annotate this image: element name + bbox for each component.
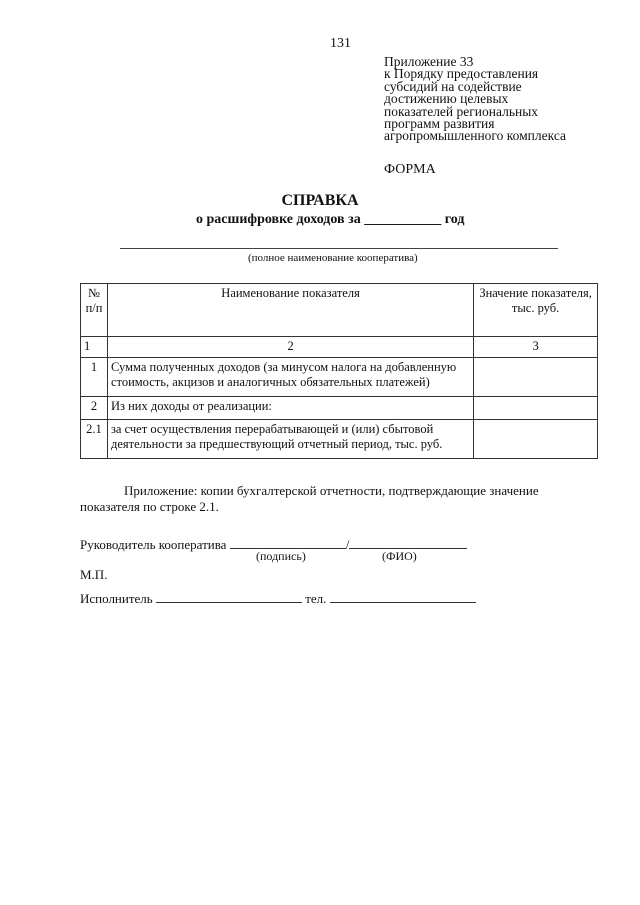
row-value [474,397,598,420]
header-value: Значение показателя, тыс. руб. [474,284,598,337]
appendix-line: достижению целевых [384,91,509,107]
appendix-block [384,56,566,143]
cooperative-name-caption: (полное наименование кооператива) [248,252,418,264]
table-row [81,358,598,397]
signature-caption: (подпись) [256,549,306,563]
signature-field [230,537,346,549]
row-name: Сумма полученных доходов (за минусом налога на добавленную стоимость, акцизов и аналогичных обязательных платежей) [107,358,473,397]
appendix-line: программ развития [384,116,495,132]
index-cell: 3 [474,337,598,358]
row-value [474,420,598,459]
row-name: Из них доходы от реализации: [107,397,473,420]
table-row [81,397,598,420]
header-name: Наименование показателя [107,284,473,337]
header-num: № п/п [81,284,108,337]
executor-line [80,591,476,607]
row-num: 2 [81,397,108,420]
table-row [81,420,598,459]
table-index-row [81,337,598,358]
executor-field [156,591,302,603]
executor-label: Исполнитель [80,591,153,606]
index-cell: 2 [107,337,473,358]
attachment-note: Приложение: копии бухгалтерской отчетности, подтверждающие значение показателя по строке 2.1. [80,483,539,514]
row-value [474,358,598,397]
appendix-line: показателей региональных [384,103,539,119]
stamp-place: М.П. [80,567,108,582]
row-num: 2.1 [81,420,108,459]
appendix-line: агропромышленного комплекса [384,128,566,144]
head-label: Руководитель кооператива [80,537,227,552]
document-subtitle: о расшифровке доходов за ___________ год [196,212,465,227]
name-caption: (ФИО) [382,549,417,563]
row-name: за счет осуществления перерабатывающей и (или) сбытовой деятельности за предшествующий отчетный период, тыс. руб. [107,420,473,459]
appendix-line: Приложение 33 [384,54,474,69]
table-header-row [81,284,598,337]
appendix-line: к Порядку предоставления [384,66,539,82]
signature-slash: / [345,537,350,552]
row-num: 1 [81,358,108,397]
form-label: ФОРМА [384,162,436,177]
cooperative-name-line [120,248,558,249]
appendix-line: субсидий на содействие [384,78,522,94]
page-number: 131 [330,36,351,51]
indicators-table [80,283,598,459]
name-field [349,537,467,549]
tel-field [330,591,476,603]
document-title: СПРАВКА [281,192,359,209]
tel-label: тел. [305,591,327,606]
index-cell: 1 [81,337,108,358]
